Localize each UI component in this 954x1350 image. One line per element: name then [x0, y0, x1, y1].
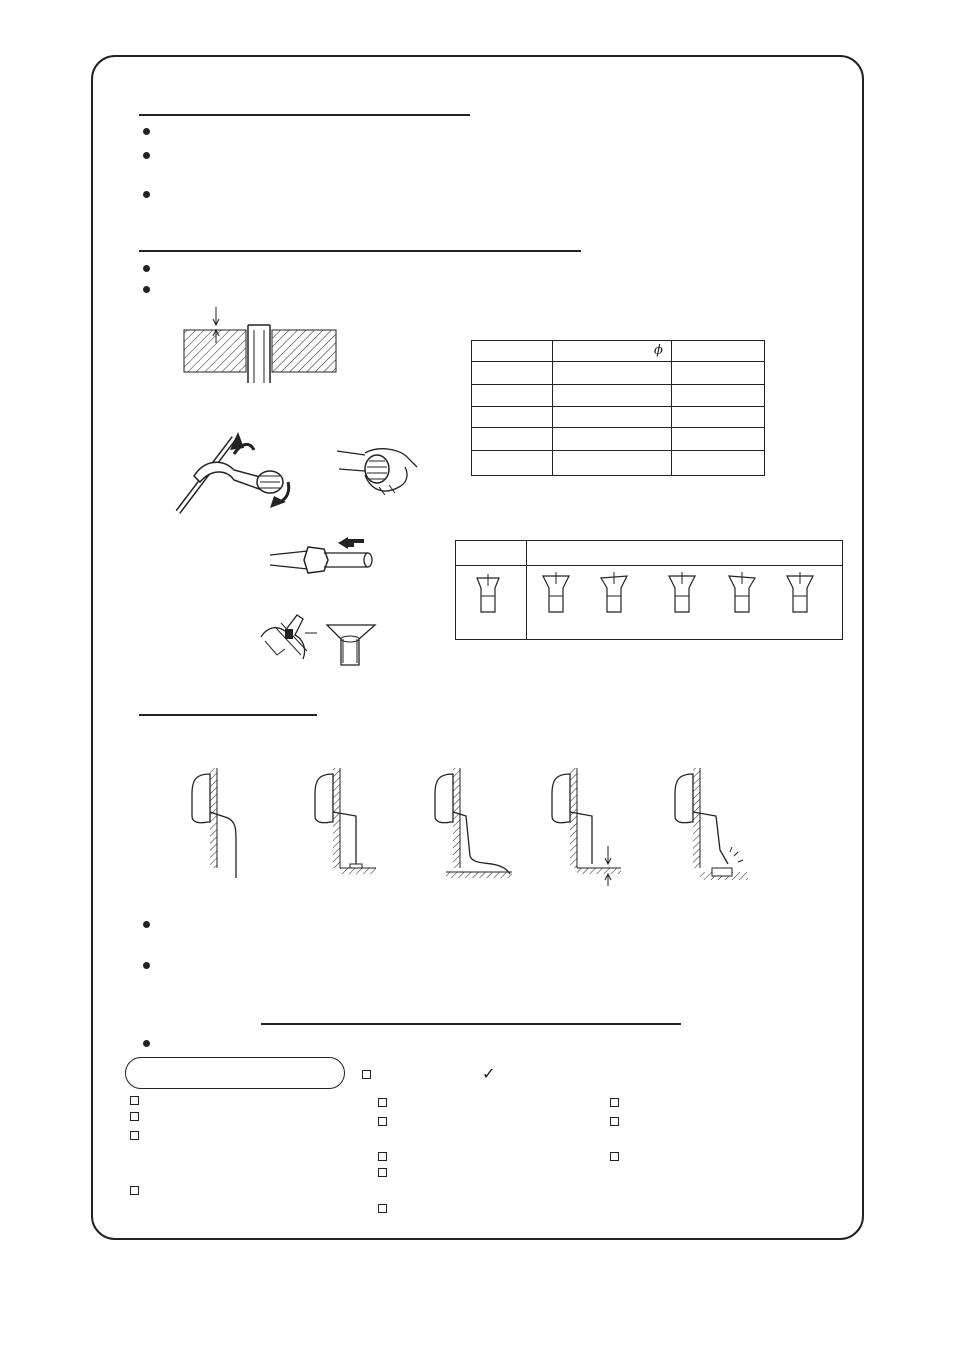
- flare-shape-icons: [455, 566, 843, 626]
- checkbox-icon[interactable]: [378, 1168, 387, 1177]
- checkbox-icon[interactable]: [610, 1152, 619, 1161]
- checkbox-icon[interactable]: [610, 1117, 619, 1126]
- pipe-cutter-icon: [172, 420, 302, 520]
- phi-symbol: ϕ: [654, 343, 663, 358]
- bullet: [143, 152, 150, 159]
- checkmark-symbol: ✓: [482, 1064, 496, 1083]
- checkbox-icon[interactable]: [130, 1096, 139, 1105]
- pipe-cross-section-icon: [178, 305, 343, 390]
- checkbox-icon[interactable]: [130, 1131, 139, 1140]
- bullet: [143, 128, 150, 135]
- section-heading-rule-4: [261, 1023, 681, 1025]
- bullet: [143, 286, 150, 293]
- checkbox-icon[interactable]: [130, 1186, 139, 1195]
- flaring-tool-icon: [255, 605, 385, 670]
- checkbox-icon[interactable]: [610, 1098, 619, 1107]
- drain-hose-icon: [180, 760, 760, 890]
- bullet: [143, 191, 150, 198]
- section-heading-rule-3: [139, 714, 317, 716]
- bullet: [143, 265, 150, 272]
- checkbox-icon[interactable]: [378, 1204, 387, 1213]
- checkbox-icon[interactable]: [378, 1152, 387, 1161]
- checklist-heading-pill: [125, 1057, 345, 1089]
- checkbox-icon[interactable]: [362, 1070, 371, 1079]
- section-heading-rule-2: [139, 250, 581, 252]
- bullet: [143, 962, 150, 969]
- checkbox-icon[interactable]: [378, 1117, 387, 1126]
- bullet: [143, 921, 150, 928]
- bullet: [143, 1040, 150, 1047]
- section-heading-rule-1: [139, 114, 470, 116]
- flare-nut-icon: [268, 535, 383, 580]
- checkbox-icon[interactable]: [378, 1098, 387, 1107]
- deburring-icon: [335, 435, 420, 500]
- checkbox-icon[interactable]: [130, 1112, 139, 1121]
- pipe-dimension-table: [471, 340, 765, 476]
